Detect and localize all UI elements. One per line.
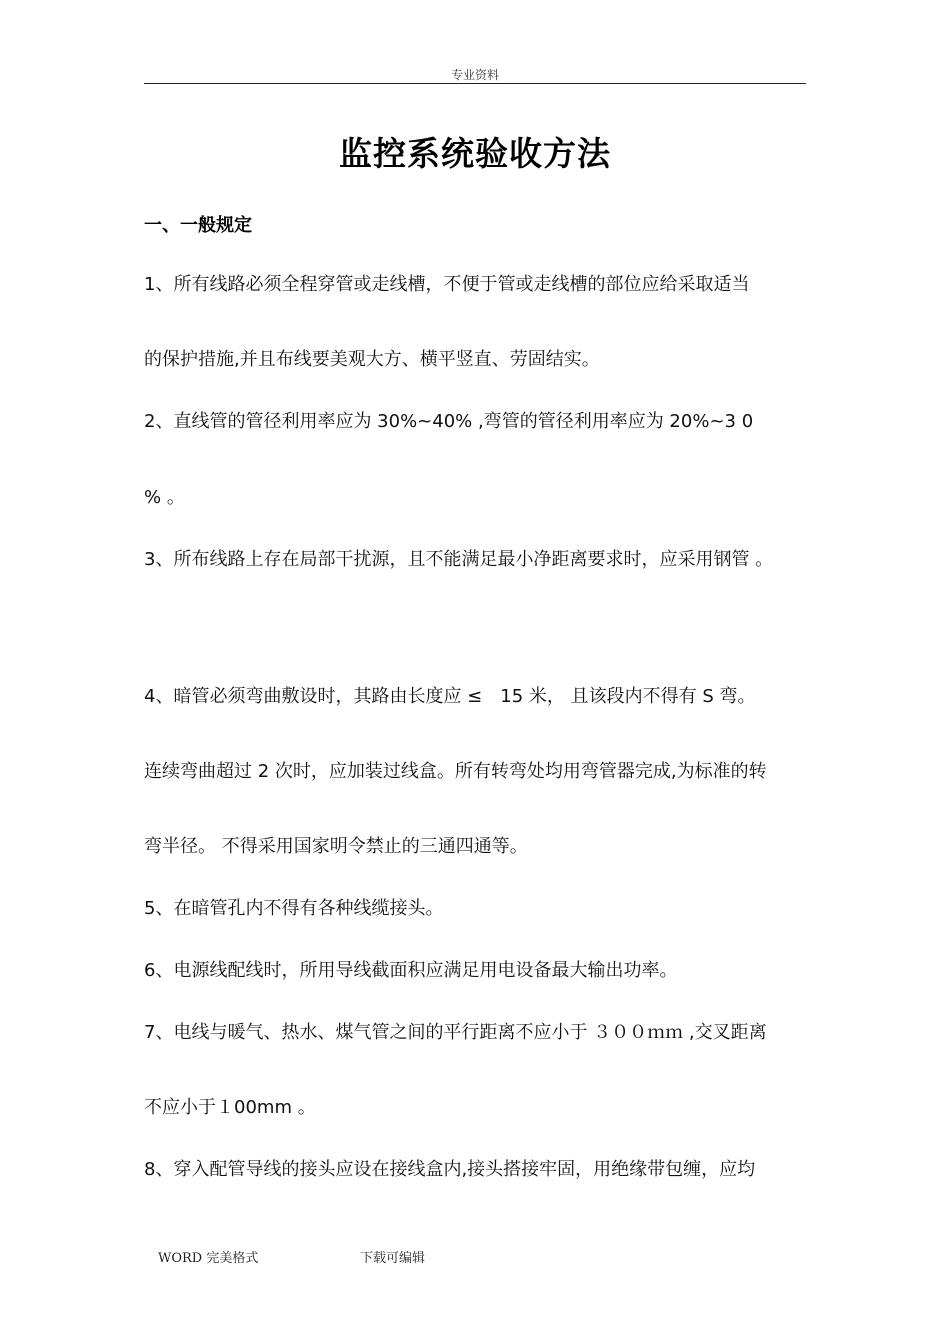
section-heading: 一、一般规定 [144, 215, 252, 236]
body-line: 4、暗管必须弯曲敷设时，其路由长度应 ≤ 15 米， 且该段内不得有 S 弯。 [144, 686, 756, 707]
body-line: 3、所布线路上存在局部干扰源，且不能满足最小净距离要求时，应采用钢管 。 [144, 549, 774, 570]
body-line: % 。 [144, 487, 185, 508]
body-line: 连续弯曲超过 2 次时，应加装过线盒。所有转弯处均用弯管器完成,为标准的转 [144, 761, 767, 782]
document-title: 监控系统验收方法 [339, 134, 611, 173]
body-line: 7、电线与暖气、热水、煤气管之间的平行距离不应小于 ３００ｍｍ ,交叉距离 [144, 1022, 767, 1043]
body-line: 5、在暗管孔内不得有各种线缆接头。 [144, 898, 444, 919]
body-line: 2、直线管的管径利用率应为 30%~40% ,弯管的管径利用率应为 20%~3 0 [144, 411, 754, 432]
header-rule [144, 83, 806, 84]
body-line: 8、穿入配管导线的接头应设在接线盒内,接头搭接牢固，用绝缘带包缠，应均 [144, 1159, 756, 1180]
body-line: 1、所有线路必须全程穿管或走线槽，不便于管或走线槽的部位应给采取适当 [144, 274, 750, 295]
footer-format-label: WORD 完美格式 [158, 1251, 259, 1266]
body-line: 的保护措施,并且布线要美观大方、横平竖直、劳固结实。 [144, 349, 600, 370]
footer-editable-label: 下载可编辑 [360, 1251, 426, 1266]
body-line: 6、电源线配线时，所用导线截面积应满足用电设备最大输出功率。 [144, 960, 678, 981]
body-line: 不应小于１00mm 。 [144, 1097, 316, 1118]
body-line: 弯半径。 不得采用国家明令禁止的三通四通等。 [144, 836, 528, 857]
page-header-text: 专业资料 [450, 68, 499, 82]
